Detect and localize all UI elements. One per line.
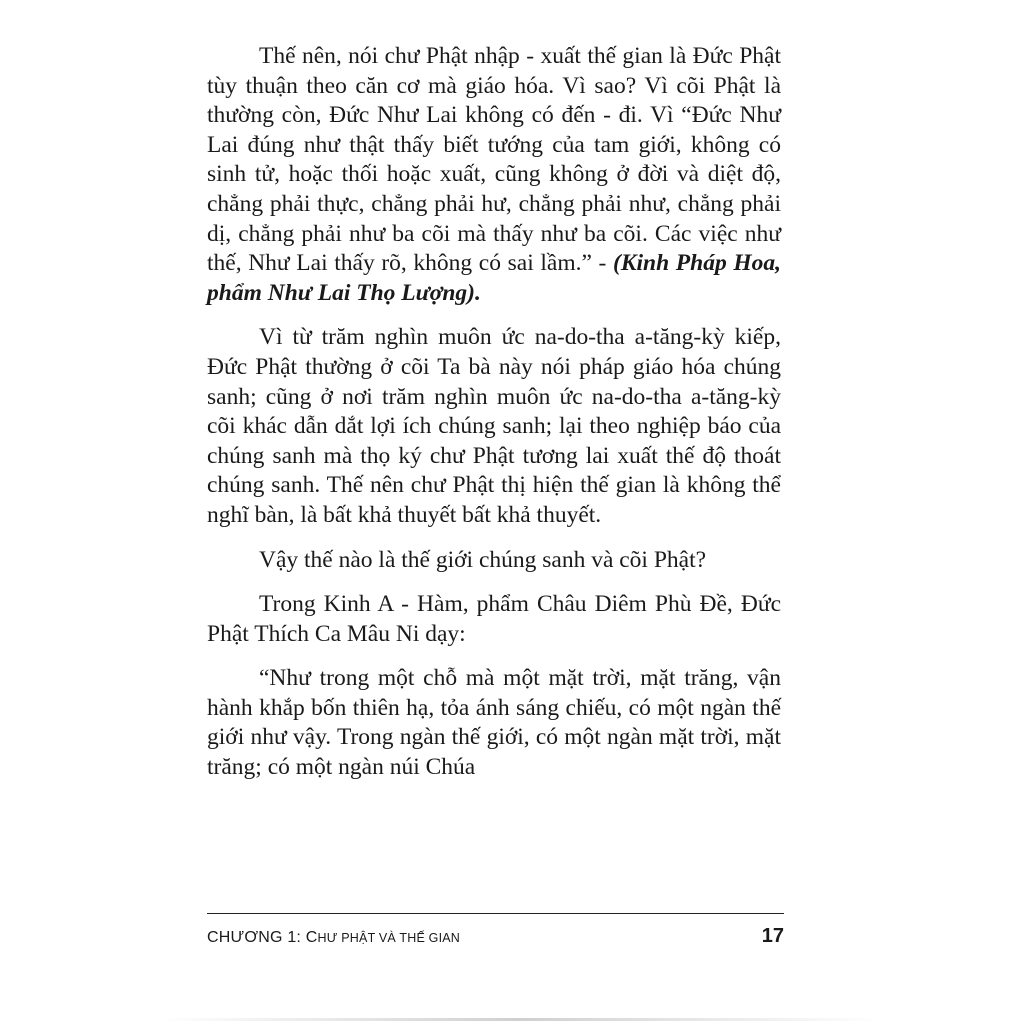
running-footer-title [207, 929, 460, 947]
footer-chapter-initial: C [305, 929, 318, 946]
page-number: 17 [761, 925, 784, 947]
footer-chapter-label: CHƯƠNG 1: [207, 929, 306, 946]
paragraph-3: Vậy thế nào là thế giới chúng sanh và cõi Phật? [259, 546, 707, 573]
footer-chapter-rest: HƯ PHẬT VÀ THẾ GIAN [317, 931, 461, 945]
scan-edge-shadow [160, 1018, 880, 1021]
footer-divider [207, 913, 784, 914]
paragraph-2: Vì từ trăm nghìn muôn ức na-do-tha a-tăng-kỳ kiếp, Đức Phật thường ở cõi Ta bà này nói pháp giáo hóa chúng sanh; cũng ở nơi trăm nghìn muôn ức na-do-tha a-tăng-kỳ cõi khác dẫn dắt lợi ích chúng sanh; lại theo nghiệp báo của chúng sanh mà thọ ký chư Phật tương lai xuất thế độ thoát chúng sanh. Thế nên chư Phật thị hiện thế gian là không thể nghĩ bàn, là bất khả thuyết bất khả thuyết. [207, 324, 781, 528]
paragraph-1 [207, 42, 781, 308]
paragraph-1-text: Thế nên, nói chư Phật nhập - xuất thế gian là Đức Phật tùy thuận theo căn cơ mà giáo hóa. Vì sao? Vì cõi Phật là thường còn, Đức Như Lai không có đến - đi. Vì “Đức Như Lai đúng như thật thấy biết tướng của tam giới, không có sinh tử, hoặc thối hoặc xuất, cũng không ở đời và diệt độ, chẳng phải thực, chẳng phải hư, chẳng phải như, chẳng phải dị, chẳng phải như ba cõi mà thấy như ba cõi. Các việc như thế, Như Lai thấy rõ, không có sai lầm.” - [207, 43, 781, 277]
citation-kinh-phap-hoa: (Kinh Pháp Hoa, phẩm Như Lai Thọ Lượng). [207, 250, 782, 306]
paragraph-5: “Như trong một chỗ mà một mặt trời, mặt trăng, vận hành khắp bốn thiên hạ, tỏa ánh sáng chiếu, có một ngàn thế giới như vậy. Trong ngàn thế giới, có một ngàn mặt trời, mặt trăng; có một ngàn núi Chúa [207, 665, 781, 781]
paragraph-4: Trong Kinh A - Hàm, phẩm Châu Diêm Phù Đề, Đức Phật Thích Ca Mâu Ni dạy: [207, 591, 781, 647]
main-text [207, 42, 781, 783]
